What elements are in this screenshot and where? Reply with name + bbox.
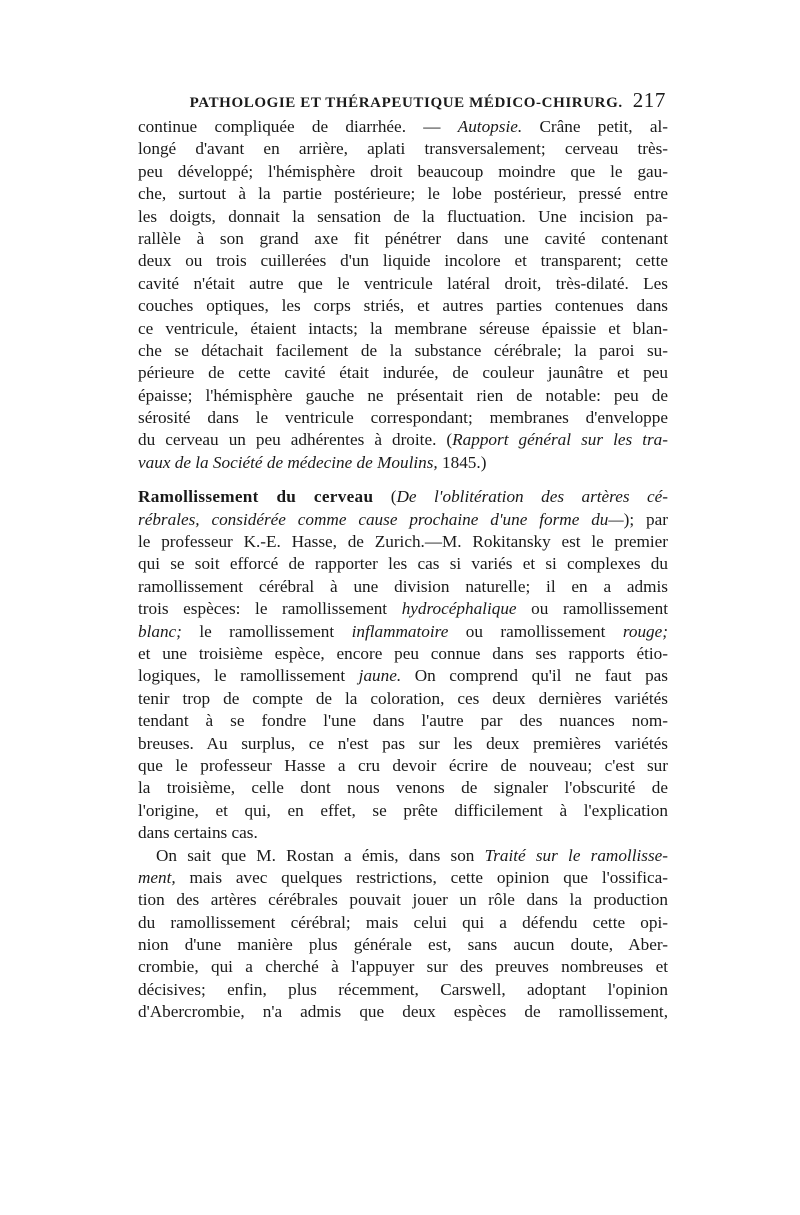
text-line: ce ventricule, étaient intacts; la membrane séreuse épaissie et blan- [138, 318, 668, 338]
text-line: tendant à se fondre l'une dans l'autre par des nuances nom- [138, 711, 668, 731]
text-line: blanc; le ramollissement inflammatoire ou ramollissement rouge; [138, 621, 668, 641]
text-line: crombie, qui a cherché à l'appuyer sur des preuves nombreuses et [138, 957, 668, 977]
paragraph-rostan [138, 845, 668, 1024]
text-line: les doigts, donnait la sensation de la fluctuation. Une incision pa- [138, 206, 668, 226]
text-line: l'origine, et qui, en effet, se prête difficilement à l'explication [138, 800, 668, 820]
text-line: d'Abercrombie, n'a admis que deux espèces de ramollissement, [138, 1002, 668, 1022]
paragraph-gap [138, 474, 668, 486]
header-title: PATHOLOGIE ET THÉRAPEUTIQUE MÉDICO-CHIRURG. [189, 95, 623, 111]
text-line: épaisse; l'hémisphère gauche ne présentait rien de notable: peu de [138, 385, 668, 405]
text-line: et une troisième espèce, encore peu connue dans ses rapports étio- [138, 643, 668, 663]
paragraph-ramollissement [138, 486, 668, 844]
text-line: che, surtout à la partie postérieure; le lobe postérieur, pressé entre [138, 184, 668, 204]
text-line: couches optiques, les corps striés, et autres parties contenues dans [138, 296, 668, 316]
text-line: trois espèces: le ramollissement hydrocéphalique ou ramollissement [138, 599, 668, 619]
text-line: peu développé; l'hémisphère droit beaucoup moindre que le gau- [138, 161, 668, 181]
document-page [138, 88, 668, 1024]
text-line: sérosité dans le ventricule correspondant; membranes d'enveloppe [138, 408, 668, 428]
text-line: du cerveau un peu adhérentes à droite. (Rapport général sur les tra- [138, 430, 668, 450]
section-heading: Ramollissement du cerveau [138, 487, 374, 507]
text-line: nion d'une manière plus générale est, sans aucun doute, Aber- [138, 935, 668, 955]
text-line: dans certains cas. [138, 823, 258, 843]
text-line: vaux de la Société de médecine de Moulins, 1845.) [138, 452, 487, 472]
text-line: logiques, le ramollissement jaune. On comprend qu'il ne faut pas [138, 666, 668, 686]
text-line: le professeur K.-E. Hasse, de Zurich.—M. Rokitansky est le premier [138, 532, 668, 552]
text-line: Ramollissement du cerveau (De l'oblitération des artères cé- [138, 487, 668, 507]
text-line: rallèle à son grand axe fit pénétrer dans une cavité contenant [138, 228, 668, 248]
text-line: ramollissement cérébral à une division naturelle; il en a admis [138, 576, 668, 596]
running-header [138, 88, 668, 116]
text-line: breuses. Au surplus, ce n'est pas sur les deux premières variétés [138, 733, 668, 753]
text-line: rébrales, considérée comme cause prochaine d'une forme du—); par [138, 509, 668, 529]
text-line: ment, mais avec quelques restrictions, cette opinion que l'ossifica- [138, 867, 668, 887]
text-line: che se détachait facilement de la substance cérébrale; la paroi su- [138, 340, 668, 360]
text-line: tenir trop de compte de la coloration, ces deux dernières variétés [138, 688, 668, 708]
text-line: continue compliquée de diarrhée. — Autopsie. Crâne petit, al- [138, 117, 668, 136]
page-number: 217 [632, 88, 666, 112]
text-line: que le professeur Hasse a cru devoir écrire de nouveau; c'est sur [138, 755, 668, 775]
text-line: du ramollissement cérébral; mais celui qui a défendu cette opi- [138, 912, 668, 932]
text-line: longé d'avant en arrière, aplati transversalement; cerveau très- [138, 139, 668, 159]
text-line: On sait que M. Rostan a émis, dans son Traité sur le ramollisse- [156, 845, 668, 865]
text-line: décisives; enfin, plus récemment, Carswell, adoptant l'opinion [138, 979, 668, 999]
text-line: la troisième, celle dont nous venons de signaler l'obscurité de [138, 778, 668, 798]
text-line: cavité n'était autre que le ventricule latéral droit, très-dilaté. Les [138, 273, 668, 293]
paragraph-autopsy [138, 116, 668, 474]
text-line: périeure de cette cavité était indurée, de couleur jaunâtre et peu [138, 363, 668, 383]
text-line: qui se soit efforcé de rapporter les cas si variés et si complexes du [138, 554, 668, 574]
text-line: tion des artères cérébrales pouvait jouer un rôle dans la production [138, 890, 668, 910]
text-line: deux ou trois cuillerées d'un liquide incolore et transparent; cette [138, 251, 668, 271]
